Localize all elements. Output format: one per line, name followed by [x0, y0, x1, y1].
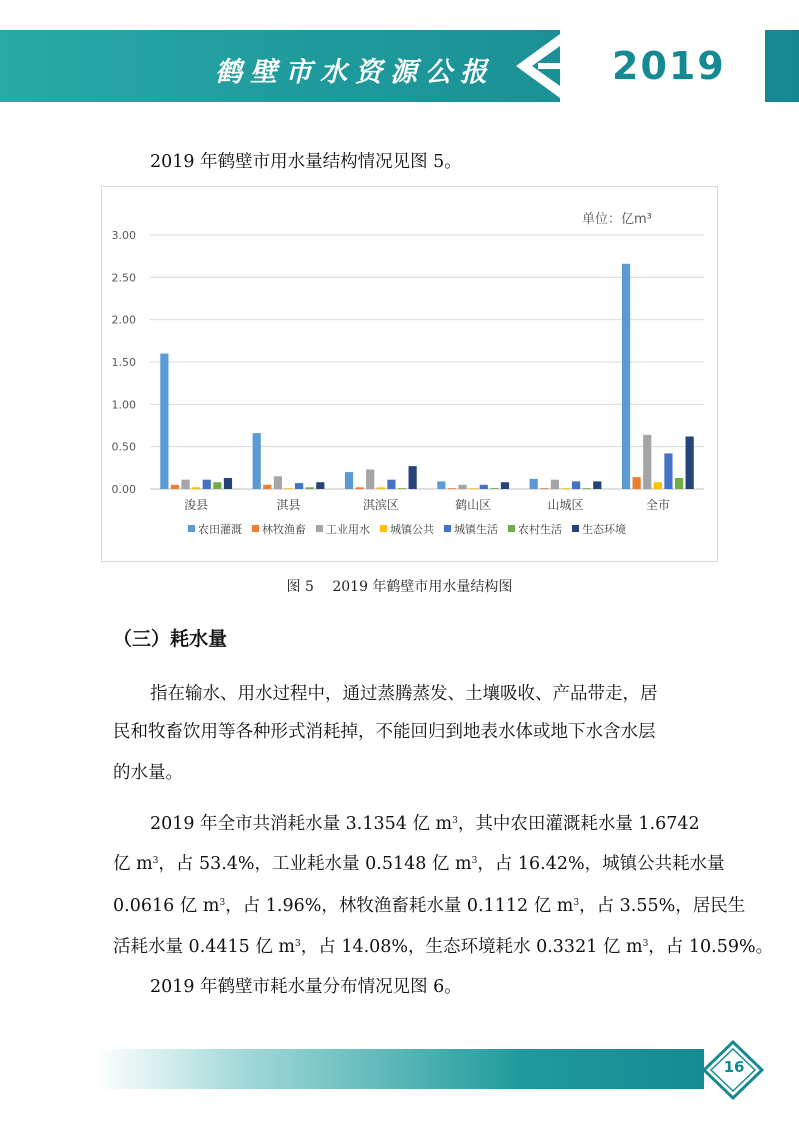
y-tick-label: 0.00 — [111, 483, 136, 496]
bar — [387, 480, 395, 489]
text-run: ，占 16.42%，城镇公共耗水量 — [477, 854, 725, 874]
para1-line1: 指在输水、用水过程中，通过蒸腾蒸发、土壤吸收、产品带走，居 — [150, 684, 658, 704]
legend-label: 生态环境 — [582, 523, 626, 536]
legend-swatch — [380, 525, 387, 532]
header-arrow-icon — [498, 30, 568, 102]
bar — [181, 480, 189, 489]
bar — [490, 488, 498, 489]
y-tick-label: 2.00 — [111, 313, 136, 327]
bar — [356, 487, 364, 489]
legend-label: 农村生活 — [518, 523, 562, 536]
x-tick-label: 山城区 — [547, 498, 584, 512]
superscript: 3 — [642, 939, 649, 949]
bar — [295, 483, 303, 489]
y-tick-label: 1.00 — [111, 398, 136, 412]
bar — [469, 488, 477, 489]
bar — [263, 485, 271, 489]
bar — [448, 488, 456, 489]
superscript: 3 — [471, 856, 478, 866]
bar — [437, 481, 445, 489]
bar — [654, 482, 662, 489]
y-tick-label: 1.50 — [111, 356, 136, 369]
superscript: 3 — [573, 898, 580, 908]
para2-line2 — [113, 850, 725, 875]
bar — [160, 354, 168, 489]
superscript: 3 — [152, 856, 159, 866]
superscript: 3 — [219, 898, 226, 908]
text-run: ，占 14.08%，生态环境耗水 0.3321 亿 m — [300, 937, 643, 957]
bar — [316, 482, 324, 489]
text-run: 2019 年全市共消耗水量 3.1354 亿 m — [150, 814, 453, 834]
superscript: 3 — [295, 939, 301, 949]
legend-swatch — [188, 525, 195, 532]
legend-label: 林牧渔畜 — [262, 523, 306, 536]
bar — [458, 485, 466, 489]
header-stripes-icon — [766, 30, 799, 102]
text-run: ，占 10.59%。 — [648, 937, 774, 957]
text-run: 0.0616 亿 m — [113, 896, 220, 916]
legend-swatch — [252, 525, 259, 532]
bar — [643, 435, 651, 489]
bar — [686, 437, 694, 489]
x-tick-label: 淇县 — [276, 498, 301, 512]
bar — [253, 433, 261, 489]
bar — [675, 478, 683, 489]
section-title: （三）耗水量 — [113, 628, 228, 650]
bar — [171, 485, 179, 489]
bar — [551, 480, 559, 489]
text-run: ，占 3.55%，居民生 — [579, 896, 746, 916]
x-tick-label: 全市 — [645, 498, 670, 512]
page-number: 16 — [723, 1058, 745, 1076]
bar — [540, 488, 548, 489]
chart-box — [101, 186, 718, 562]
bar — [366, 470, 374, 489]
bar — [572, 481, 580, 489]
bar — [345, 472, 353, 489]
bar — [377, 487, 385, 489]
header-title: 鹤壁市水资源公报 — [215, 57, 495, 88]
bar — [224, 478, 232, 489]
bar — [203, 480, 211, 489]
para2-line1 — [150, 810, 740, 835]
bar — [409, 466, 417, 489]
y-tick-label: 2.50 — [111, 271, 136, 285]
para1-line2: 民和牧畜饮用等各种形式消耗掉，不能回归到地表水体或地下水含水层 — [113, 722, 656, 742]
text-run: 活耗水量 0.4415 亿 m — [113, 937, 296, 957]
bar — [583, 488, 591, 489]
bar — [633, 477, 641, 489]
x-tick-label: 淇滨区 — [362, 498, 399, 512]
bar — [284, 488, 292, 489]
bar — [664, 453, 672, 489]
legend-swatch — [572, 525, 579, 532]
text-run: 亿 m — [113, 854, 153, 874]
figure-caption: 图 5 2019 年鹤壁市用水量结构图 — [286, 579, 513, 595]
bar — [501, 482, 509, 489]
bar — [593, 481, 601, 489]
bar — [480, 485, 488, 489]
intro-line: 2019 年鹤壁市用水量结构情况见图 5。 — [150, 152, 462, 172]
y-tick-label: 0.50 — [111, 440, 136, 454]
legend-swatch — [444, 525, 451, 532]
para1-line3: 的水量。 — [113, 763, 183, 783]
text-run: ，其中农田灌溉耗水量 1.6742 — [457, 814, 700, 834]
para2-line4 — [113, 933, 774, 958]
bar — [192, 487, 200, 489]
bar — [306, 487, 314, 489]
bar — [530, 479, 538, 489]
legend-swatch — [316, 525, 323, 532]
bar — [561, 488, 569, 489]
x-tick-label: 浚县 — [184, 498, 209, 512]
bar — [274, 476, 282, 489]
x-tick-label: 鹤山区 — [455, 498, 492, 512]
legend-label: 工业用水 — [326, 523, 370, 536]
bar — [622, 264, 630, 489]
text-run: ，占 53.4%，工业耗水量 0.5148 亿 m — [158, 854, 472, 874]
outro-line: 2019 年鹤壁市耗水量分布情况见图 6。 — [150, 977, 462, 997]
text-run: ，占 1.96%，林牧渔畜耗水量 0.1112 亿 m — [225, 896, 574, 916]
superscript: 3 — [452, 816, 458, 826]
legend-label: 城镇公共 — [390, 523, 434, 536]
bar — [398, 488, 406, 489]
header-year: 2019 — [612, 44, 726, 88]
bar — [213, 482, 221, 489]
legend-label: 城镇生活 — [454, 523, 498, 536]
legend-swatch — [508, 525, 515, 532]
chart-unit-label: 单位：亿m³ — [582, 212, 652, 227]
water-use-chart — [102, 187, 717, 561]
para2-line3 — [113, 892, 746, 917]
footer-band — [96, 1049, 704, 1089]
y-tick-label: 3.00 — [111, 229, 136, 242]
legend-label: 农田灌溉 — [198, 523, 242, 536]
